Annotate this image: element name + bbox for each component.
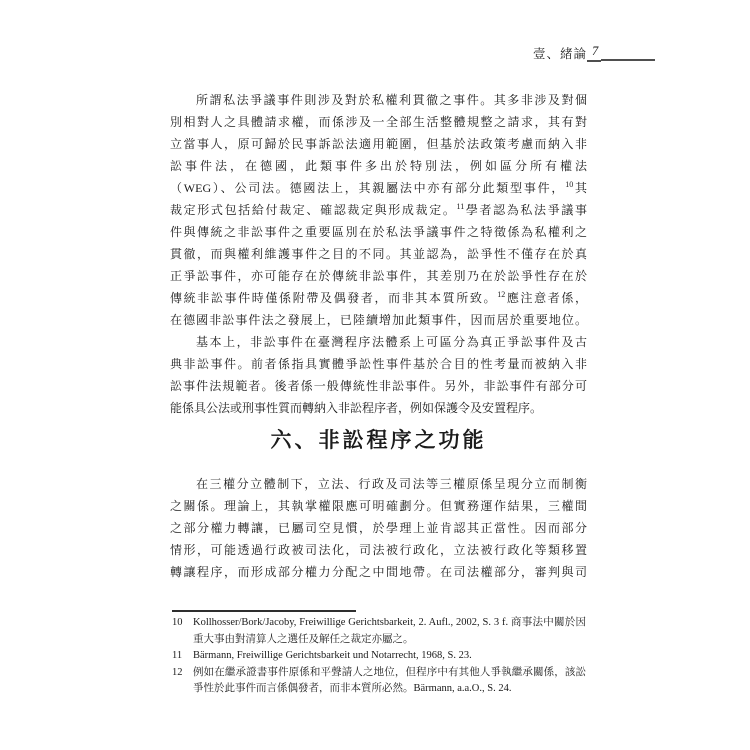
footnote-12	[172, 665, 586, 698]
paragraph-separation-of-powers	[170, 473, 587, 583]
footnote-number: 12	[172, 666, 183, 678]
footnote-separator-rule	[172, 610, 356, 612]
text-line: 傳統非訟事件時僅係附帶及偶發者，而非其本質所致。$^{12}$應注意者係，	[170, 290, 587, 305]
footnote-ref: 10	[565, 180, 574, 189]
running-header	[533, 43, 655, 62]
text-line: 在三權分立體制下，立法、行政及司法等三權原係呈現分立而制衡	[196, 477, 587, 491]
header-rule	[601, 58, 655, 61]
text-line: 別相對人之具體請求權，而係涉及一全部生活整體規整之請求，其有對	[170, 115, 587, 129]
section-heading: 六、非訟程序之功能	[270, 428, 487, 452]
footnote-number: 11	[172, 650, 183, 661]
text-line: 之關係。理論上，其執掌權限應可明確劃分。但實務運作結果，三權間	[170, 499, 587, 513]
paragraph-private-law-dispute-matters	[170, 89, 587, 331]
text-line: 情形，可能透過行政被司法化，司法被行政化，立法被行政化等類移置	[170, 543, 587, 557]
paragraph-taiwan-classification	[170, 331, 587, 419]
footnotes-section	[172, 615, 586, 698]
footnote-ref: 12	[497, 290, 506, 299]
footnote-10	[172, 615, 586, 648]
footnote-ref: 11	[456, 202, 465, 211]
text-line: 基本上，非訟事件在臺灣程序法體系上可區分為真正爭訟事件及古	[196, 335, 587, 349]
text-line: 典非訟事件。前者係指具實體爭訟性事件基於合目的性考量而被納入非	[170, 357, 587, 371]
text-line: 訟事件法，在德國，此類事件多出於特別法，例如區分所有權法	[170, 159, 587, 173]
text-line: 能係具公法或刑事性質而轉納入非訟程序者，例如保護令及安置程序。	[170, 401, 543, 415]
text-line: 正爭訟事件，亦可能存在於傳統非訟事件，其差別乃在於訟爭性存在於	[170, 269, 587, 283]
footnote-text: Bärmann, Freiwillige Gerichtsbarkeit und Notarrecht, 1968, S. 23.	[193, 650, 472, 661]
text-line: 在德國非訟事件法之發展上，已陸續增加此類事件，因而居於重要地位。	[170, 313, 587, 327]
text-line: 所謂私法爭議事件則涉及對於私權利貫徹之事件。其多非涉及對個	[196, 93, 587, 107]
footnote-11	[172, 648, 586, 665]
text-line: 訟事件法規範者。後者係一般傳統性非訟事件。另外，非訟事件有部分可	[170, 379, 587, 393]
footnote-text: Kollhosser/Bork/Jacoby, Freiwillige Gerichtsbarkeit, 2. Aufl., 2002, S. 3 f. 商事法中關於因重大事由對清算人之選任及解任之裁定亦屬之。	[193, 617, 586, 645]
text-line: 裁定形式包括給付裁定、確認裁定與形成裁定。$^{11}$學者認為私法爭議事	[170, 202, 587, 217]
footnote-number: 10	[172, 617, 183, 628]
text-line: 轉讓程序，而形成部分權力分配之中間地帶。在司法權部分，審判與司	[170, 565, 587, 579]
text-line: 立當事人，原可歸於民事訴訟法適用範圍，但基於法政策考慮而納入非	[170, 137, 587, 151]
text-line: （WEG）、公司法。德國法上，其親屬法中亦有部分此類型事件，$^{10}$其	[170, 180, 587, 195]
page-number: 7	[587, 43, 601, 62]
footnote-text: 例如在繼承證書事件原係和平聲請人之地位，但程序中有其他人爭執繼承關係，該訟爭性於此事件而言係偶發者，而非本質所必然。Bärmann, a.a.O., S. 24.	[193, 666, 586, 694]
text-line: 之部分權力轉讓，已屬司空見慣，於學理上並肯認其正當性。因而部分	[170, 521, 587, 535]
text-line: 件與傳統之非訟事件之重要區別在於私法爭議事件之特徵係為私權利之	[170, 225, 587, 239]
running-head-chapter-title: 壹、緒論	[533, 47, 588, 61]
text-line: 貫徹，而與權利維護事件之目的不同。其並認為，訟爭性不僅存在於真	[170, 247, 587, 261]
